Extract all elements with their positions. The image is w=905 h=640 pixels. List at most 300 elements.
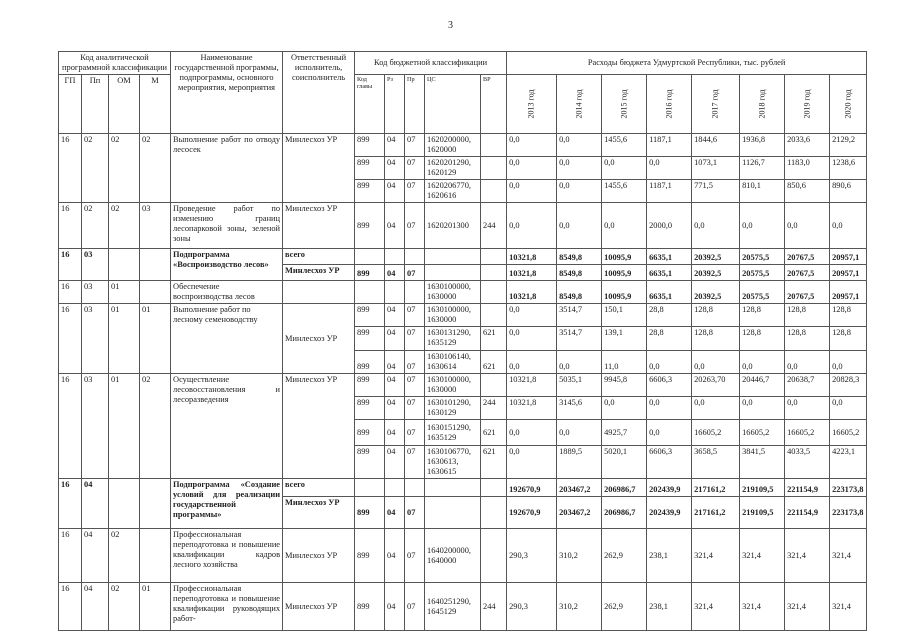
om-header: ОМ — [109, 75, 140, 134]
value-cell: 10321,8 — [507, 249, 557, 265]
rz-cell: 04 — [385, 157, 405, 180]
value-cell: 6635,1 — [647, 249, 692, 265]
value-cell: 5020,1 — [602, 446, 647, 479]
name-cell: Выполнение работ по лесному семеноводству — [171, 304, 283, 374]
rz-cell: 04 — [385, 304, 405, 327]
rz-cell: 04 — [385, 446, 405, 479]
om-cell — [109, 249, 140, 281]
value-cell: 10321,8 — [507, 281, 557, 304]
cs-cell: 1620200000, 1620000 — [425, 134, 481, 157]
om-cell: 02 — [109, 203, 140, 249]
value-cell: 0,0 — [602, 203, 647, 249]
pr-cell: 07 — [405, 497, 425, 529]
value-cell: 10095,9 — [602, 249, 647, 265]
pr-cell: 07 — [405, 180, 425, 203]
value-cell: 28,8 — [647, 327, 692, 351]
year-header — [647, 75, 692, 134]
value-cell: 219109,5 — [740, 479, 785, 497]
value-cell: 0,0 — [830, 397, 867, 420]
value-cell: 290,3 — [507, 583, 557, 631]
value-cell: 321,4 — [740, 529, 785, 583]
value-cell: 0,0 — [647, 157, 692, 180]
year-label: 2016 год — [664, 89, 674, 119]
value-cell: 0,0 — [740, 351, 785, 374]
cs-cell: 1620201290, 1620129 — [425, 157, 481, 180]
vr-cell: 244 — [481, 203, 507, 249]
value-cell: 3841,5 — [740, 446, 785, 479]
value-cell: 139,1 — [602, 327, 647, 351]
om-cell: 02 — [109, 583, 140, 631]
year-header — [830, 75, 867, 134]
glava-cell: 899 — [355, 134, 385, 157]
value-cell: 0,0 — [602, 157, 647, 180]
table-row — [59, 249, 867, 265]
glava-header: Код главы — [355, 75, 385, 134]
value-cell: 4033,5 — [785, 446, 830, 479]
value-cell: 321,4 — [830, 529, 867, 583]
pr-cell — [405, 281, 425, 304]
value-cell: 3145,6 — [557, 397, 602, 420]
value-cell: 0,0 — [740, 397, 785, 420]
value-cell: 20828,3 — [830, 374, 867, 397]
year-label: 2013 год — [526, 89, 536, 119]
executor-cell — [283, 281, 355, 304]
pr-cell: 07 — [405, 304, 425, 327]
table-row — [59, 529, 867, 583]
value-cell: 20767,5 — [785, 249, 830, 265]
pp-cell: 04 — [82, 479, 109, 529]
name-cell: Профессиональная переподготовка и повышение квалификации руководящих работ- — [171, 583, 283, 631]
value-cell: 1183,0 — [785, 157, 830, 180]
value-cell: 10321,8 — [507, 397, 557, 420]
glava-cell: 899 — [355, 497, 385, 529]
glava-cell: 899 — [355, 529, 385, 583]
value-cell: 2129,2 — [830, 134, 867, 157]
glava-cell: 899 — [355, 265, 385, 281]
cs-cell: 1630101290, 1630129 — [425, 397, 481, 420]
value-cell: 771,5 — [692, 180, 740, 203]
value-cell: 6635,1 — [647, 281, 692, 304]
name-cell: Осуществление лесовосстановления и лесоразведения — [171, 374, 283, 479]
gp-cell: 16 — [59, 374, 82, 479]
value-cell: 1936,8 — [740, 134, 785, 157]
value-cell: 1844,6 — [692, 134, 740, 157]
pp-cell: 02 — [82, 203, 109, 249]
value-cell: 206986,7 — [602, 497, 647, 529]
m-header: М — [140, 75, 171, 134]
value-cell: 6606,3 — [647, 374, 692, 397]
value-cell: 10321,8 — [507, 265, 557, 281]
year-label: 2020 год — [843, 89, 853, 119]
value-cell: 2033,6 — [785, 134, 830, 157]
value-cell: 0,0 — [647, 397, 692, 420]
executor-cell: Минлесхоз УР — [283, 529, 355, 583]
value-cell: 1187,1 — [647, 180, 692, 203]
value-cell: 128,8 — [830, 327, 867, 351]
pr-cell: 07 — [405, 327, 425, 351]
value-cell: 221154,9 — [785, 479, 830, 497]
value-cell: 1455,6 — [602, 134, 647, 157]
pr-cell — [405, 479, 425, 497]
value-cell: 221154,9 — [785, 497, 830, 529]
table-row — [59, 203, 867, 249]
value-cell: 9945,8 — [602, 374, 647, 397]
pp-cell: 04 — [82, 529, 109, 583]
value-cell: 3514,7 — [557, 327, 602, 351]
cs-cell: 1630151290, 1635129 — [425, 420, 481, 446]
cs-cell: 1640251290, 1645129 — [425, 583, 481, 631]
pr-cell: 07 — [405, 583, 425, 631]
value-cell: 128,8 — [692, 327, 740, 351]
m-cell: 03 — [140, 203, 171, 249]
table-row — [59, 479, 867, 497]
value-cell: 321,4 — [692, 529, 740, 583]
rz-cell: 04 — [385, 265, 405, 281]
vr-cell — [481, 374, 507, 397]
value-cell: 16605,2 — [785, 420, 830, 446]
value-cell: 0,0 — [507, 180, 557, 203]
year-label: 2017 год — [710, 89, 720, 119]
value-cell: 20575,5 — [740, 281, 785, 304]
value-cell: 3658,5 — [692, 446, 740, 479]
rz-cell: 04 — [385, 327, 405, 351]
cs-cell: 1620201300 — [425, 203, 481, 249]
glava-cell: 899 — [355, 327, 385, 351]
value-cell: 310,2 — [557, 529, 602, 583]
glava-cell: 899 — [355, 374, 385, 397]
value-cell: 1889,5 — [557, 446, 602, 479]
vr-cell — [481, 497, 507, 529]
rz-cell: 04 — [385, 351, 405, 374]
value-cell: 0,0 — [557, 420, 602, 446]
year-header — [785, 75, 830, 134]
pp-cell: 03 — [82, 281, 109, 304]
value-cell: 0,0 — [602, 397, 647, 420]
value-cell: 20392,5 — [692, 265, 740, 281]
rz-header: Рз — [385, 75, 405, 134]
glava-cell: 899 — [355, 180, 385, 203]
year-header — [602, 75, 647, 134]
value-cell: 238,1 — [647, 529, 692, 583]
m-cell: 01 — [140, 583, 171, 631]
glava-cell: 899 — [355, 446, 385, 479]
value-cell: 20575,5 — [740, 265, 785, 281]
value-cell: 8549,8 — [557, 265, 602, 281]
value-cell: 0,0 — [785, 351, 830, 374]
value-cell: 20575,5 — [740, 249, 785, 265]
value-cell: 0,0 — [507, 157, 557, 180]
vr-cell: 621 — [481, 327, 507, 351]
value-cell: 0,0 — [785, 397, 830, 420]
cs-cell: 1620206770, 1620616 — [425, 180, 481, 203]
cs-cell — [425, 479, 481, 497]
value-cell: 8549,8 — [557, 281, 602, 304]
value-cell: 0,0 — [507, 304, 557, 327]
value-cell: 10095,9 — [602, 281, 647, 304]
cs-cell: 1630100000, 1630000 — [425, 304, 481, 327]
value-cell: 20957,1 — [830, 249, 867, 265]
m-cell — [140, 529, 171, 583]
executor-cell: Минлесхоз УР — [283, 374, 355, 479]
name-cell: Проведение работ по изменению границ лесопарковой зоны, зеленой зоны — [171, 203, 283, 249]
value-cell: 0,0 — [557, 134, 602, 157]
executor-cell: Минлесхоз УР — [283, 304, 355, 374]
rz-cell — [385, 249, 405, 265]
header-row-1 — [59, 52, 867, 75]
vr-cell — [481, 304, 507, 327]
value-cell: 262,9 — [602, 529, 647, 583]
value-cell: 1126,7 — [740, 157, 785, 180]
value-cell: 0,0 — [557, 157, 602, 180]
value-cell: 20767,5 — [785, 281, 830, 304]
value-cell: 20957,1 — [830, 281, 867, 304]
glava-cell: 899 — [355, 304, 385, 327]
value-cell: 238,1 — [647, 583, 692, 631]
value-cell: 0,0 — [830, 351, 867, 374]
glava-cell: 899 — [355, 203, 385, 249]
gp-cell: 16 — [59, 134, 82, 203]
value-cell: 321,4 — [740, 583, 785, 631]
expenses-header: Расходы бюджета Удмуртской Республики, тыс. рублей — [507, 52, 867, 75]
pp-cell: 04 — [82, 583, 109, 631]
value-cell: 203467,2 — [557, 497, 602, 529]
gp-cell: 16 — [59, 479, 82, 529]
value-cell: 2000,0 — [647, 203, 692, 249]
cs-cell: 1630100000, 1630000 — [425, 281, 481, 304]
rz-cell: 04 — [385, 497, 405, 529]
value-cell: 202439,9 — [647, 479, 692, 497]
total-label-cell: всего — [283, 479, 355, 497]
budget-table — [58, 51, 867, 631]
year-header — [740, 75, 785, 134]
executor-cell: Минлесхоз УР — [283, 583, 355, 631]
value-cell: 321,4 — [785, 583, 830, 631]
value-cell: 128,8 — [785, 304, 830, 327]
value-cell: 8549,8 — [557, 249, 602, 265]
pr-cell: 07 — [405, 529, 425, 583]
program-name-header: Наименование государственной программы, подпрограммы, основного мероприятия, мероприятия — [171, 52, 283, 134]
pr-cell: 07 — [405, 420, 425, 446]
pr-cell: 07 — [405, 374, 425, 397]
value-cell: 16605,2 — [740, 420, 785, 446]
total-label-cell: всего — [283, 249, 355, 265]
executor-header: Ответственный исполнитель, соисполнитель — [283, 52, 355, 134]
pr-cell — [405, 249, 425, 265]
rz-cell: 04 — [385, 203, 405, 249]
gp-cell: 16 — [59, 583, 82, 631]
value-cell: 128,8 — [692, 304, 740, 327]
value-cell: 10321,8 — [507, 374, 557, 397]
value-cell: 20638,7 — [785, 374, 830, 397]
glava-cell: 899 — [355, 583, 385, 631]
executor-cell: Минлесхоз УР — [283, 497, 355, 529]
value-cell: 150,1 — [602, 304, 647, 327]
rz-cell: 04 — [385, 420, 405, 446]
value-cell: 0,0 — [785, 203, 830, 249]
m-cell: 01 — [140, 304, 171, 374]
om-cell: 01 — [109, 374, 140, 479]
value-cell: 20392,5 — [692, 249, 740, 265]
glava-cell — [355, 249, 385, 265]
value-cell: 4223,1 — [830, 446, 867, 479]
glava-cell: 899 — [355, 420, 385, 446]
value-cell: 5035,1 — [557, 374, 602, 397]
gp-cell: 16 — [59, 249, 82, 281]
value-cell: 1073,1 — [692, 157, 740, 180]
value-cell: 0,0 — [507, 327, 557, 351]
vr-cell — [481, 529, 507, 583]
rz-cell: 04 — [385, 529, 405, 583]
value-cell: 217161,2 — [692, 479, 740, 497]
glava-cell: 899 — [355, 397, 385, 420]
analytic-code-header: Код аналитической программной классификации — [59, 52, 171, 75]
table-row — [59, 281, 867, 304]
rz-cell: 04 — [385, 374, 405, 397]
value-cell: 128,8 — [785, 327, 830, 351]
value-cell: 206986,7 — [602, 479, 647, 497]
value-cell: 223173,8 — [830, 479, 867, 497]
gp-cell: 16 — [59, 203, 82, 249]
vr-cell — [481, 157, 507, 180]
cs-cell: 1640200000, 1640000 — [425, 529, 481, 583]
value-cell: 128,8 — [830, 304, 867, 327]
value-cell: 0,0 — [692, 203, 740, 249]
value-cell: 128,8 — [740, 327, 785, 351]
m-cell — [140, 249, 171, 281]
executor-cell: Минлесхоз УР — [283, 265, 355, 281]
value-cell: 4925,7 — [602, 420, 647, 446]
value-cell: 310,2 — [557, 583, 602, 631]
year-label: 2019 год — [802, 89, 812, 119]
gp-header: ГП — [59, 75, 82, 134]
vr-cell: 621 — [481, 351, 507, 374]
m-cell — [140, 479, 171, 529]
cs-cell: 1630106140, 1630614 — [425, 351, 481, 374]
name-cell: Подпрограмма «Воспроизводство лесов» — [171, 249, 283, 281]
value-cell: 810,1 — [740, 180, 785, 203]
year-header — [507, 75, 557, 134]
year-header — [692, 75, 740, 134]
rz-cell: 04 — [385, 583, 405, 631]
year-label: 2015 год — [619, 89, 629, 119]
year-header — [557, 75, 602, 134]
rz-cell — [385, 281, 405, 304]
value-cell: 0,0 — [692, 397, 740, 420]
value-cell: 3514,7 — [557, 304, 602, 327]
rz-cell: 04 — [385, 397, 405, 420]
gp-cell: 16 — [59, 529, 82, 583]
value-cell: 0,0 — [557, 180, 602, 203]
pr-cell: 07 — [405, 157, 425, 180]
cs-cell: 1630100000, 1630000 — [425, 374, 481, 397]
name-cell: Подпрограмма «Создание условий для реализации государственной программы» — [171, 479, 283, 529]
table-row — [59, 134, 867, 157]
cs-cell: 1630131290, 1635129 — [425, 327, 481, 351]
value-cell: 1238,6 — [830, 157, 867, 180]
value-cell: 28,8 — [647, 304, 692, 327]
vr-cell — [481, 249, 507, 265]
value-cell: 223173,8 — [830, 497, 867, 529]
value-cell: 0,0 — [692, 351, 740, 374]
value-cell: 0,0 — [647, 420, 692, 446]
pp-header: Пп — [82, 75, 109, 134]
rz-cell: 04 — [385, 134, 405, 157]
vr-cell — [481, 134, 507, 157]
value-cell: 0,0 — [507, 420, 557, 446]
gp-cell: 16 — [59, 304, 82, 374]
vr-cell: 244 — [481, 583, 507, 631]
value-cell: 262,9 — [602, 583, 647, 631]
value-cell: 0,0 — [830, 203, 867, 249]
value-cell: 1187,1 — [647, 134, 692, 157]
executor-cell: Минлесхоз УР — [283, 134, 355, 203]
glava-cell: 899 — [355, 351, 385, 374]
vr-cell — [481, 281, 507, 304]
pr-cell: 07 — [405, 203, 425, 249]
value-cell: 128,8 — [740, 304, 785, 327]
value-cell: 0,0 — [647, 351, 692, 374]
cs-cell — [425, 497, 481, 529]
m-cell: 02 — [140, 374, 171, 479]
pr-cell: 07 — [405, 134, 425, 157]
value-cell: 11,0 — [602, 351, 647, 374]
value-cell: 0,0 — [507, 446, 557, 479]
value-cell: 0,0 — [740, 203, 785, 249]
value-cell: 0,0 — [507, 203, 557, 249]
name-cell: Профессиональная переподготовка и повышение квалификации кадров лесного хозяйства — [171, 529, 283, 583]
pp-cell: 02 — [82, 134, 109, 203]
value-cell: 20263,70 — [692, 374, 740, 397]
page-number: 3 — [448, 20, 453, 31]
vr-cell: 621 — [481, 446, 507, 479]
table-row — [59, 304, 867, 327]
cs-header: ЦС — [425, 75, 481, 134]
om-cell: 02 — [109, 529, 140, 583]
value-cell: 1455,6 — [602, 180, 647, 203]
value-cell: 850,6 — [785, 180, 830, 203]
om-cell — [109, 479, 140, 529]
m-cell — [140, 281, 171, 304]
pr-cell: 07 — [405, 446, 425, 479]
value-cell: 890,6 — [830, 180, 867, 203]
value-cell: 20767,5 — [785, 265, 830, 281]
pr-cell: 07 — [405, 351, 425, 374]
om-cell: 01 — [109, 281, 140, 304]
year-label: 2014 год — [574, 89, 584, 119]
value-cell: 0,0 — [507, 351, 557, 374]
value-cell: 20446,7 — [740, 374, 785, 397]
name-cell: Выполнение работ по отводу лесосек — [171, 134, 283, 203]
value-cell: 321,4 — [785, 529, 830, 583]
table-row — [59, 583, 867, 631]
vr-cell — [481, 265, 507, 281]
name-cell: Обеспечение воспроизводства лесов — [171, 281, 283, 304]
value-cell: 290,3 — [507, 529, 557, 583]
gp-cell: 16 — [59, 281, 82, 304]
cs-cell: 1630106770, 1630613, 1630615 — [425, 446, 481, 479]
value-cell: 6635,1 — [647, 265, 692, 281]
rz-cell: 04 — [385, 180, 405, 203]
glava-cell: 899 — [355, 157, 385, 180]
value-cell: 203467,2 — [557, 479, 602, 497]
pp-cell: 03 — [82, 304, 109, 374]
table-row — [59, 374, 867, 397]
value-cell: 321,4 — [692, 583, 740, 631]
vr-cell — [481, 479, 507, 497]
value-cell: 0,0 — [507, 134, 557, 157]
value-cell: 16605,2 — [830, 420, 867, 446]
pp-cell: 03 — [82, 249, 109, 281]
